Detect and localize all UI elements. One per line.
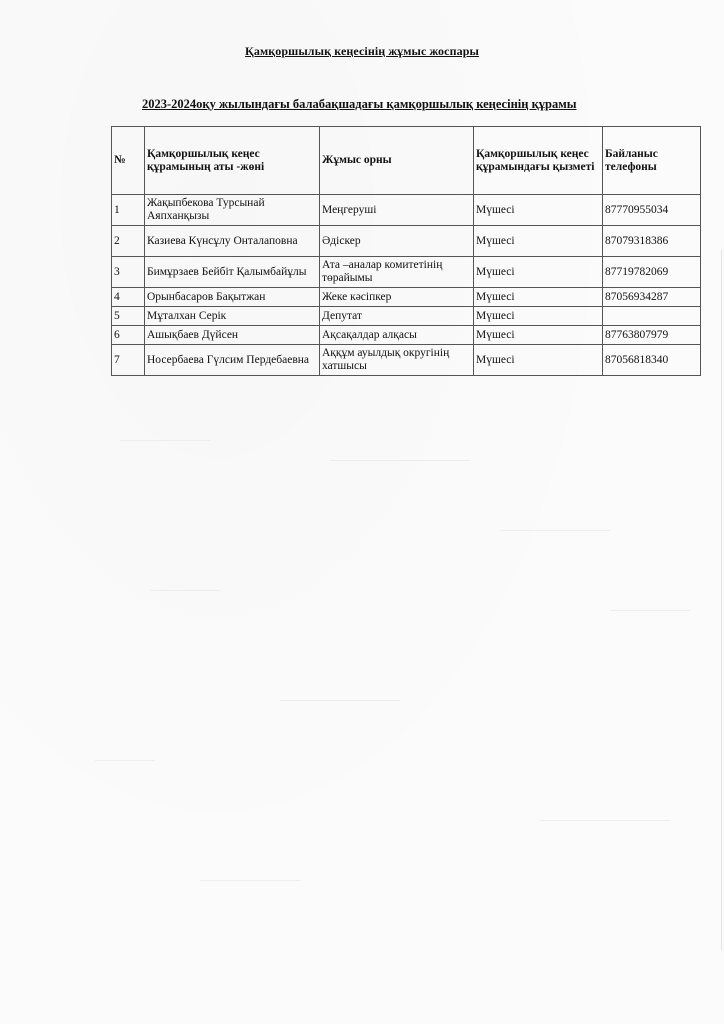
table-row [112,345,701,376]
cell-workplace: Аққұм ауылдық округінің хатшысы [320,345,474,376]
table-row [112,226,701,257]
cell-number: 6 [112,326,145,345]
cell-number: 1 [112,195,145,226]
table-row [112,257,701,288]
cell-workplace: Ата –аналар комитетінің төрайымы [320,257,474,288]
cell-number: 7 [112,345,145,376]
cell-workplace: Ақсақалдар алқасы [320,326,474,345]
header-workplace: Жұмыс орны [320,127,474,195]
table-body [112,195,701,376]
cell-workplace: Жеке кәсіпкер [320,288,474,307]
cell-workplace: Меңгеруші [320,195,474,226]
header-full-name: Қамқоршылық кеңес құрамының аты -жөні [145,127,320,195]
cell-workplace: Депутат [320,307,474,326]
cell-phone: 87079318386 [603,226,701,257]
cell-number: 4 [112,288,145,307]
cell-full-name: Жақыпбекова Турсынай Аяпханқызы [145,195,320,226]
table-header-row [112,127,701,195]
cell-number: 2 [112,226,145,257]
cell-phone [603,307,701,326]
cell-phone: 87763807979 [603,326,701,345]
cell-number: 5 [112,307,145,326]
header-phone: Байланыс телефоны [603,127,701,195]
cell-full-name: Орынбасаров Бақытжан [145,288,320,307]
header-number: № [112,127,145,195]
cell-phone: 87056818340 [603,345,701,376]
cell-full-name: Казиева Күнсұлу Онталаповна [145,226,320,257]
cell-council-role: Мүшесі [474,226,603,257]
table-row [112,288,701,307]
cell-full-name: Бимұрзаев Бейбіт Қалымбайұлы [145,257,320,288]
cell-council-role: Мүшесі [474,345,603,376]
council-members-table [111,126,701,376]
document-title: Қамқоршылық кеңесінің жұмыс жоспары [245,44,479,58]
cell-council-role: Мүшесі [474,288,603,307]
table-row [112,307,701,326]
cell-full-name: Носербаева Гүлсим Пердебаевна [145,345,320,376]
cell-phone: 87770955034 [603,195,701,226]
table-caption: 2023-2024оқу жылындағы балабақшадағы қамқоршылық кеңесінің құрамы [142,97,577,111]
cell-number: 3 [112,257,145,288]
cell-workplace: Әдіскер [320,226,474,257]
table-row [112,195,701,226]
cell-full-name: Ашықбаев Дүйсен [145,326,320,345]
header-council-role: Қамқоршылық кеңес құрамындағы қызметі [474,127,603,195]
cell-council-role: Мүшесі [474,307,603,326]
cell-phone: 87056934287 [603,288,701,307]
cell-phone: 87719782069 [603,257,701,288]
cell-council-role: Мүшесі [474,195,603,226]
cell-full-name: Мұталхан Серік [145,307,320,326]
table-row [112,326,701,345]
scan-bleedthrough [0,400,724,1000]
cell-council-role: Мүшесі [474,326,603,345]
cell-council-role: Мүшесі [474,257,603,288]
